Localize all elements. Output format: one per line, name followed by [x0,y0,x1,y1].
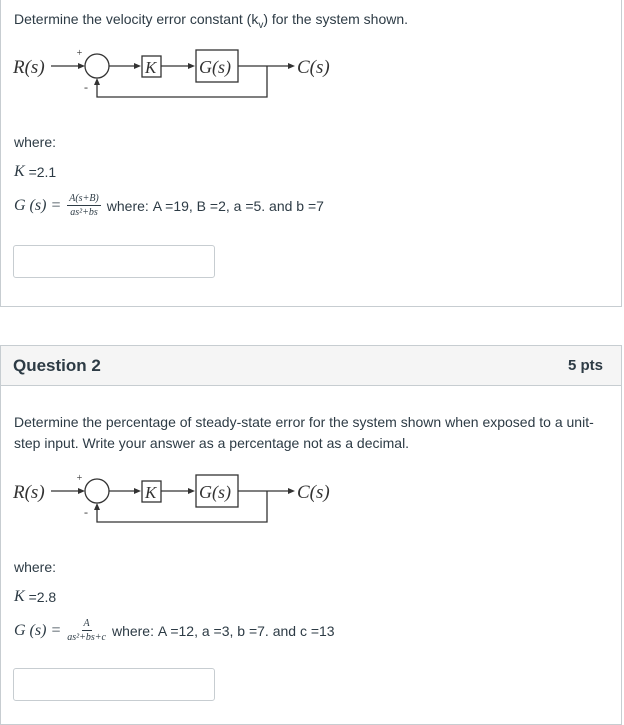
question-2-card [0,345,622,725]
question-2-prompt: Determine the percentage of steady-state error for the system shown when exposed to a unit-step input. Write your answer as a percentage not as a decimal. [14,414,594,451]
diagram-output-label: C(s) [297,57,330,78]
diagram-input-label: R(s) [13,482,45,503]
diagram-output-label: C(s) [297,482,330,503]
question-1-g-line: G (s) = $\frac{A(s+B)}{\text{as²+bs}}$ where: A =19, B =2, a =5. and b =7 [14,193,324,218]
plant-block-label: G(s) [199,482,231,502]
question-2-header [1,346,621,386]
plant-block-label: G(s) [199,57,231,77]
diagram-plus-sign: + [76,473,83,484]
diagram-plus-sign: + [76,48,83,59]
summing-junction [85,479,109,503]
question-2-answer-input[interactable] [13,668,215,701]
question-2-k-line: K =2.8 [14,588,57,605]
block-diagram-2 [1,469,361,539]
question-2-g-line: G (s) = $\frac{A}{\text{as²+bs+c}}$ where: A =12, a =3, b =7. and c =13 [14,618,335,643]
question-1-prompt: Determine the velocity error constant $(k_v)$ for the system shown. [14,11,409,31]
gain-block-label: K [145,483,157,502]
question-1-k-line: K =2.1 [14,163,57,180]
question-2-points: 5 pts [567,357,603,374]
summing-junction [85,54,109,78]
question-2-transfer-fraction: $\frac{A}{\text{as²+bs+c}}$ [67,618,106,643]
question-1-where-label: where: [14,134,57,150]
question-1-card [0,0,622,307]
diagram-minus-sign: - [84,80,88,94]
block-diagram-1 [1,44,361,114]
question-1-params: A =19, B =2, a =5. and b =7 [152,197,324,214]
question-1-answer-input[interactable] [13,245,215,278]
gain-block-label: K [145,58,157,77]
question-2-where-label: where: [14,559,57,575]
question-2-params: A =12, a =3, b =7. and c =13 [157,622,335,639]
diagram-minus-sign: - [84,505,88,519]
question-1-transfer-fraction: $\frac{A(s+B)}{\text{as²+bs}}$ [69,193,99,218]
diagram-input-label: R(s) [13,57,45,78]
question-2-title: Question 2 [13,355,101,375]
